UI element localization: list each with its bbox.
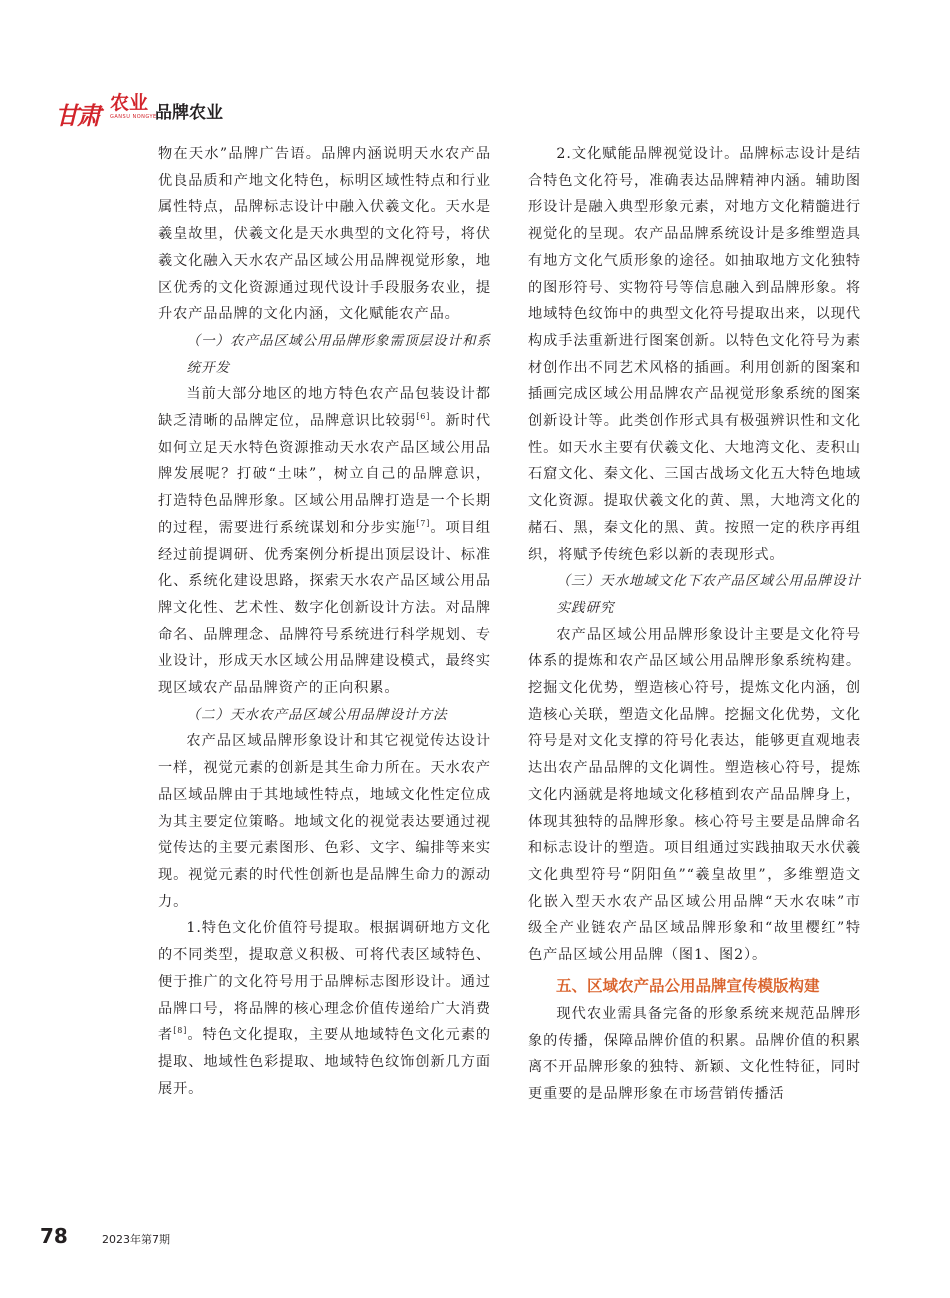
paragraph: 2.文化赋能品牌视觉设计。品牌标志设计是结合特色文化符号，准确表达品牌精神内涵。辅助图形设计是融入典型形象元素，对地方文化精髓进行视觉化的呈现。农产品品牌系统设计是多维塑造具有地方文化气质形象的途径。如抽取地方文化独特的图形符号、实物符号等信息融入到品牌形象。将地域特色纹饰中的典型文化符号提取出来，以现代构成手法重新进行图案创新。以特色文化符号为素材创作出不同艺术风格的插画。利用创新的图案和插画完成区域公用品牌农产品视觉形象系统的图案创新设计等。此类创作形式具有极强辨识性和文化性。如天水主要有伏羲文化、大地湾文化、麦积山石窟文化、秦文化、三国古战场文化五大特色地域文化资源。提取伏羲文化的黄、黑，大地湾文化的赭石、黑，秦文化的黑、黄。按照一定的秩序再组织，将赋予传统色彩以新的表现形式。 — [528, 146, 861, 563]
paragraph — [158, 915, 491, 1102]
paragraph-text: 。新时代如何立足天水特色资源推动天水农产品区域公用品牌发展呢？打破“土味”，树立自己的品牌意识，打造特色品牌形象。区域公用品牌打造是一个长期的过程，需要进行系统谋划和分步实施 — [158, 413, 491, 536]
citation-ref: [8] — [173, 1026, 188, 1036]
section-heading: 五、区域农产品公用品牌宣传模版构建 — [556, 976, 820, 995]
subheading: （二）天水农产品区域公用品牌设计方法 — [186, 706, 448, 723]
paragraph-text: 当前大部分地区的地方特色农产品包装设计都缺乏清晰的品牌定位，品牌意识比较弱 — [158, 386, 491, 430]
journal-header — [50, 90, 450, 130]
page-number: 78 — [40, 1224, 68, 1248]
paragraph: 农产品区域公用品牌形象设计主要是文化符号体系的提炼和农产品区域公用品牌形象系统构建。挖掘文化优势，塑造核心符号，提炼文化内涵，创造核心关联，塑造文化品牌。挖掘文化优势，文化符号是对文化支撑的符号化表达，能够更直观地表达出农产品品牌的文化调性。塑造核心符号，提炼文化内涵就是将地域文化移植到农产品品牌身上，体现其独特的品牌形象。核心符号主要是品牌命名和标志设计的塑造。项目组通过实践抽取天水伏羲文化典型符号“阴阳鱼”“羲皇故里”，多维塑造文化嵌入型天水农产品区域公用品牌“天水农味”市级全产业链农产品区域品牌形象和“故里樱红”特色产品区域公用品牌（图1、图2）。 — [528, 626, 861, 964]
paragraph-text: 。特色文化提取，主要从地域特色文化元素的提取、地域性色彩提取、地域特色纹饰创新几方面展开。 — [158, 1027, 491, 1097]
paragraph-text: 。项目组经过前提调研、优秀案例分析提出顶层设计、标准化、系统化建设思路，探索天水农产品区域公用品牌文化性、艺术性、数字化创新设计方法。对品牌命名、品牌理念、品牌符号系统进行科学规划、专业设计，形成天水区域公用品牌建设模式，最终实现区域农产品品牌资产的正向积累。 — [158, 519, 491, 697]
paragraph-text: 1.特色文化价值符号提取。根据调研地方文化的不同类型，提取意义积极、可将代表区域特色、便于推广的文化符号用于品牌标志图形设计。通过品牌口号，将品牌的核心理念价值传递给广大消费者 — [158, 920, 491, 1044]
subheading: （一）农产品区域公用品牌形象需顶层设计和系统开发 — [186, 332, 491, 376]
section-label: 品牌农业 — [155, 103, 223, 123]
citation-ref: [6] — [416, 412, 431, 422]
page-footer — [40, 1224, 440, 1254]
paragraph: 现代农业需具备完备的形象系统来规范品牌形象的传播，保障品牌价值的积累。品牌价值的积累离不开品牌形象的独特、新颖、文化性特征，同时更重要的是品牌形象在市场营销传播活 — [528, 1005, 861, 1102]
issue-label: 2023年第7期 — [102, 1233, 170, 1246]
right-column — [528, 141, 861, 1108]
paragraph: 农产品区域品牌形象设计和其它视觉传达设计一样，视觉元素的创新是其生命力所在。天水农产品区域品牌由于其地域性特点，地域文化性定位成为其主要定位策略。地域文化的视觉表达要通过视觉传达的主要元素图形、色彩、文字、编排等来实现。视觉元素的时代性创新也是品牌生命力的源动力。 — [158, 733, 491, 910]
journal-logo-title: 农业 — [110, 92, 149, 114]
paragraph — [158, 381, 491, 701]
left-column — [158, 141, 491, 1102]
citation-ref: [7] — [416, 518, 431, 528]
paragraph: 物在天水”品牌广告语。品牌内涵说明天水农产品优良品质和产地文化特色，标明区域性特点和行业属性特点，品牌标志设计中融入伏羲文化。天水是羲皇故里，伏羲文化是天水典型的文化符号，将伏羲文化融入天水农产品区域公用品牌视觉形象，地区优秀的文化资源通过现代设计手段服务农业，提升农产品品牌的文化内涵，文化赋能农产品。 — [158, 146, 491, 323]
journal-logo-pinyin: GANSU NONGYE — [110, 114, 157, 120]
subheading: （三）天水地域文化下农产品区域公用品牌设计实践研究 — [556, 573, 861, 616]
journal-logo-script: 甘肃 — [55, 101, 99, 130]
